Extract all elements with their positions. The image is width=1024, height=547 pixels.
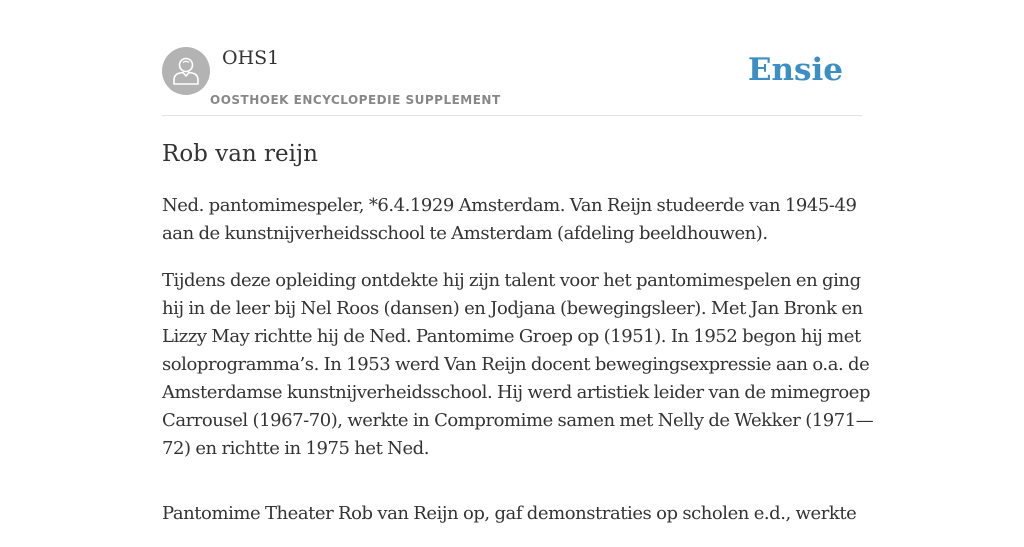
author-name[interactable]: OHS1 xyxy=(222,47,280,69)
text-line: Ned. pantomimespeler, *6.4.1929 Amsterdam. Van Reijn studeerde van 1945-49 xyxy=(162,195,857,216)
ensie-logo[interactable]: Ensie xyxy=(747,52,843,88)
text-line: Carrousel (1967-70), werkte in Compromime samen met Nelly de Wekker (1971— xyxy=(162,410,874,431)
article-body xyxy=(162,192,874,547)
text-line: Lizzy May richtte hij de Ned. Pantomime Groep op (1951). In 1952 begon hij met xyxy=(162,326,861,347)
text-line: Pantomime Theater Rob van Reijn op, gaf demonstraties op scholen e.d., werkte xyxy=(162,503,857,524)
paragraph-career xyxy=(162,267,874,463)
article-title: Rob van reijn xyxy=(162,141,318,167)
author-avatar[interactable] xyxy=(162,47,210,95)
text-line: hij in de leer bij Nel Roos (dansen) en Jodjana (bewegingsleer). Met Jan Bronk en xyxy=(162,298,863,319)
paragraph-intro xyxy=(162,192,866,248)
text-line: soloprogramma’s. In 1953 werd Van Reijn docent bewegingsexpressie aan o.a. de xyxy=(162,354,870,375)
text-line: aan de kunstnijverheidsschool te Amsterdam (afdeling beeldhouwen). xyxy=(162,223,768,244)
text-line: 72) en richtte in 1975 het Ned. xyxy=(162,438,429,459)
source-label[interactable]: OOSTHOEK ENCYCLOPEDIE SUPPLEMENT xyxy=(210,93,501,107)
text-line: Amsterdamse kunstnijverheidsschool. Hij werd artistiek leider van de mimegroep xyxy=(162,382,871,403)
user-icon xyxy=(162,47,210,95)
text-line: Tijdens deze opleiding ontdekte hij zijn talent voor het pantomimespelen en ging xyxy=(162,270,861,291)
article-header xyxy=(162,46,862,116)
paragraph-theater xyxy=(162,500,866,528)
